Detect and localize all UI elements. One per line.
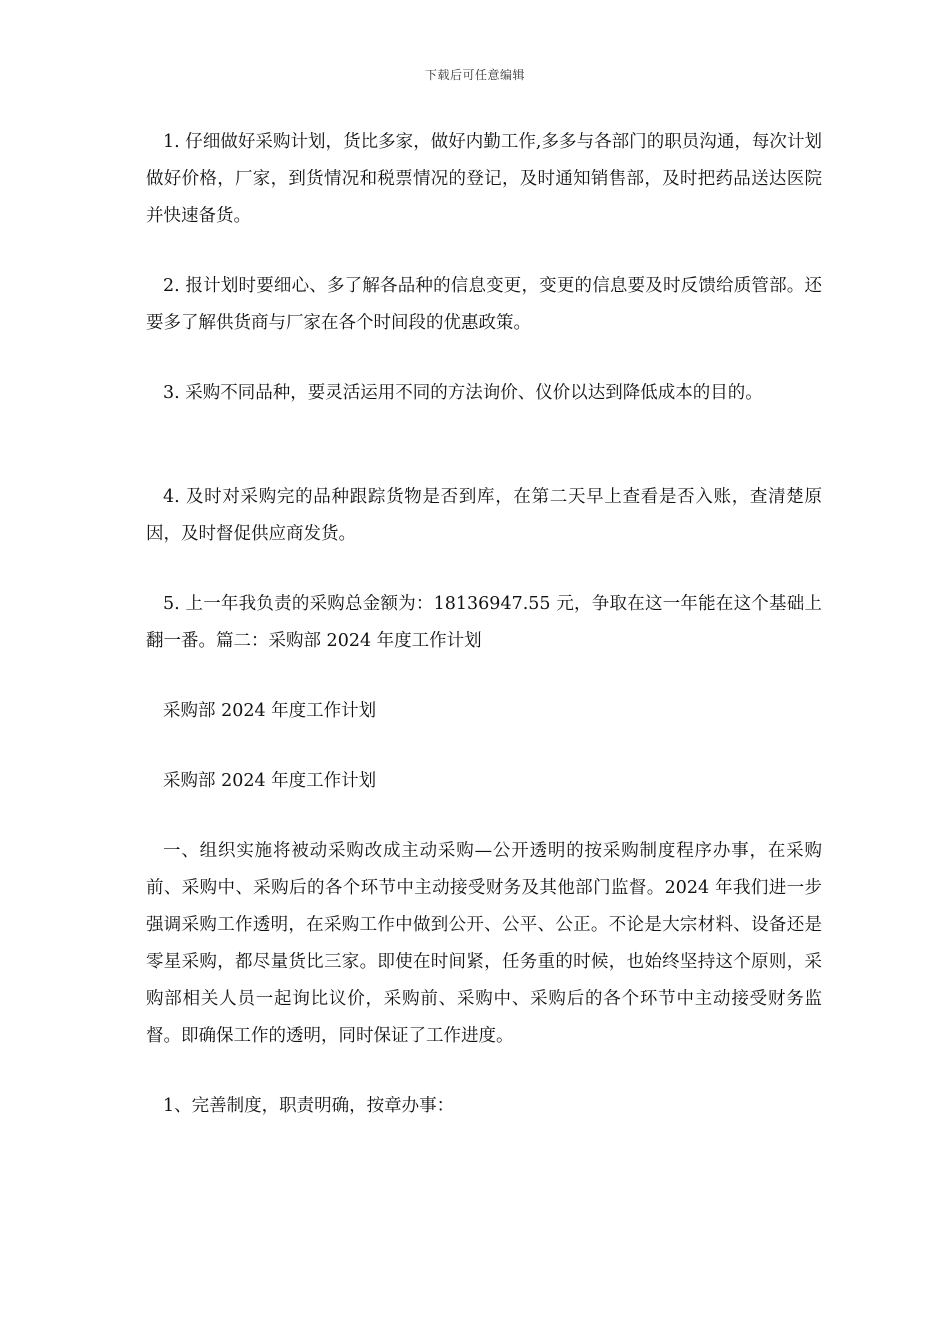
paragraph-subsection-1: 1、完善制度，职责明确，按章办事：: [163, 1096, 455, 1116]
section-heading-1: 采购部 2024 年度工作计划: [163, 701, 377, 721]
paragraph-item-2: 2. 报计划时要细心、多了解各品种的信息变更，变更的信息要及时反馈给质管部。还要多了解供货商与厂家在各个时间段的优惠政策。: [146, 276, 822, 333]
page-header: 下载后可任意编辑: [424, 68, 525, 82]
paragraph-section-one: 一、组织实施将被动采购改成主动采购—公开透明的按采购制度程序办事，在采购前、采购中、采购后的各个环节中主动接受财务及其他部门监督。2024 年我们进一步强调采购工作透明，在采购工作中做到公开、公平、公正。不论是大宗材料、设备还是零星采购，都尽量货比三家。即使在时间紧，任务重的时候，也始终坚持这个原则，采购部相关人员一起询比议价，采购前、采购中、采购后的各个环节中主动接受财务监督。即确保工作的透明，同时保证了工作进度。: [146, 841, 822, 1046]
document-body: [146, 124, 822, 1125]
paragraph-item-4: 4. 及时对采购完的品种跟踪货物是否到库，在第二天早上查看是否入账，查清楚原因，及时督促供应商发货。: [146, 487, 822, 544]
paragraph-item-1: 1. 仔细做好采购计划，货比多家，做好内勤工作,多多与各部门的职员沟通，每次计划做好价格，厂家，到货情况和税票情况的登记，及时通知销售部，及时把药品送达医院并快速备货。: [146, 132, 822, 226]
section-heading-2: 采购部 2024 年度工作计划: [163, 771, 377, 791]
paragraph-item-3: 3. 采购不同品种，要灵活运用不同的方法询价、仪价以达到降低成本的目的。: [163, 383, 763, 403]
paragraph-item-5: 5. 上一年我负责的采购总金额为：18136947.55 元，争取在这一年能在这个基础上翻一番。篇二：采购部 2024 年度工作计划: [146, 594, 822, 651]
